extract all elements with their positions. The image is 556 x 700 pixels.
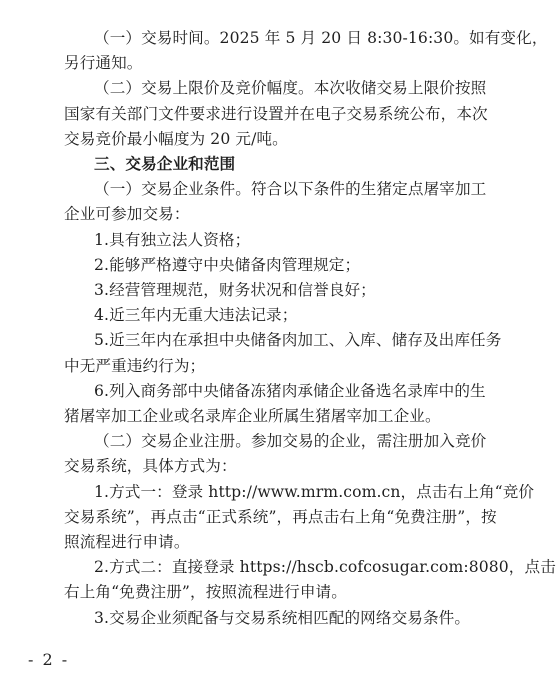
line-10: 2.能够严格遵守中央储备肉管理规定； [94, 255, 361, 274]
line-13: 5.近三年内在承担中央储备肉加工、入库、储存及出库任务 [94, 331, 502, 350]
line-09: 1.具有独立法人资格； [94, 230, 251, 249]
line-05: 交易竞价最小幅度为 20 元/吨。 [64, 129, 288, 148]
line-01: （一）交易时间。2025 年 5 月 20 日 8:30-16:30。如有变化， [94, 29, 548, 47]
line-12: 4.近三年内无重大违法记录； [94, 306, 298, 325]
line-02: 另行通知。 [64, 54, 143, 73]
line-14: 中无严重违约行为； [64, 356, 206, 375]
line-18: 交易系统，具体方式为： [64, 457, 237, 476]
line-20: 交易系统”，再点击“正式系统”，再点击右上角“免费注册”，按 [64, 507, 497, 526]
line-23: 右上角“免费注册”，按照流程进行申请。 [64, 583, 347, 602]
line-07: （一）交易企业条件。符合以下条件的生猪定点屠宰加工 [94, 180, 487, 199]
line-22: 2.方式二：直接登录 https://hscb.cofcosugar.com:8080，点击 [94, 558, 556, 577]
line-15: 6.列入商务部中央储备冻猪肉承储企业备选名录库中的生 [94, 381, 486, 400]
line-21: 照流程进行申请。 [64, 533, 190, 551]
line-03: （二）交易上限价及竞价幅度。本次收储交易上限价按照 [94, 79, 487, 98]
line-17: （二）交易企业注册。参加交易的企业，需注册加入竞价 [94, 432, 487, 451]
line-11: 3.经营管理规范，财务状况和信誉良好； [94, 281, 376, 299]
line-04: 国家有关部门文件要求进行设置并在电子交易系统公布，本次 [64, 104, 488, 123]
line-24: 3.交易企业须配备与交易系统相匹配的网络交易条件。 [94, 608, 471, 627]
line-08: 企业可参加交易： [64, 205, 190, 224]
line-19: 1.方式一：登录 http://www.mrm.com.cn，点击右上角“竞价 [94, 482, 535, 501]
line-16: 猪屠宰加工企业或名录库企业所属生猪屠宰加工企业。 [64, 407, 441, 425]
section-heading: 三、交易企业和范围 [94, 155, 236, 173]
page-number: - 2 - [28, 650, 70, 669]
